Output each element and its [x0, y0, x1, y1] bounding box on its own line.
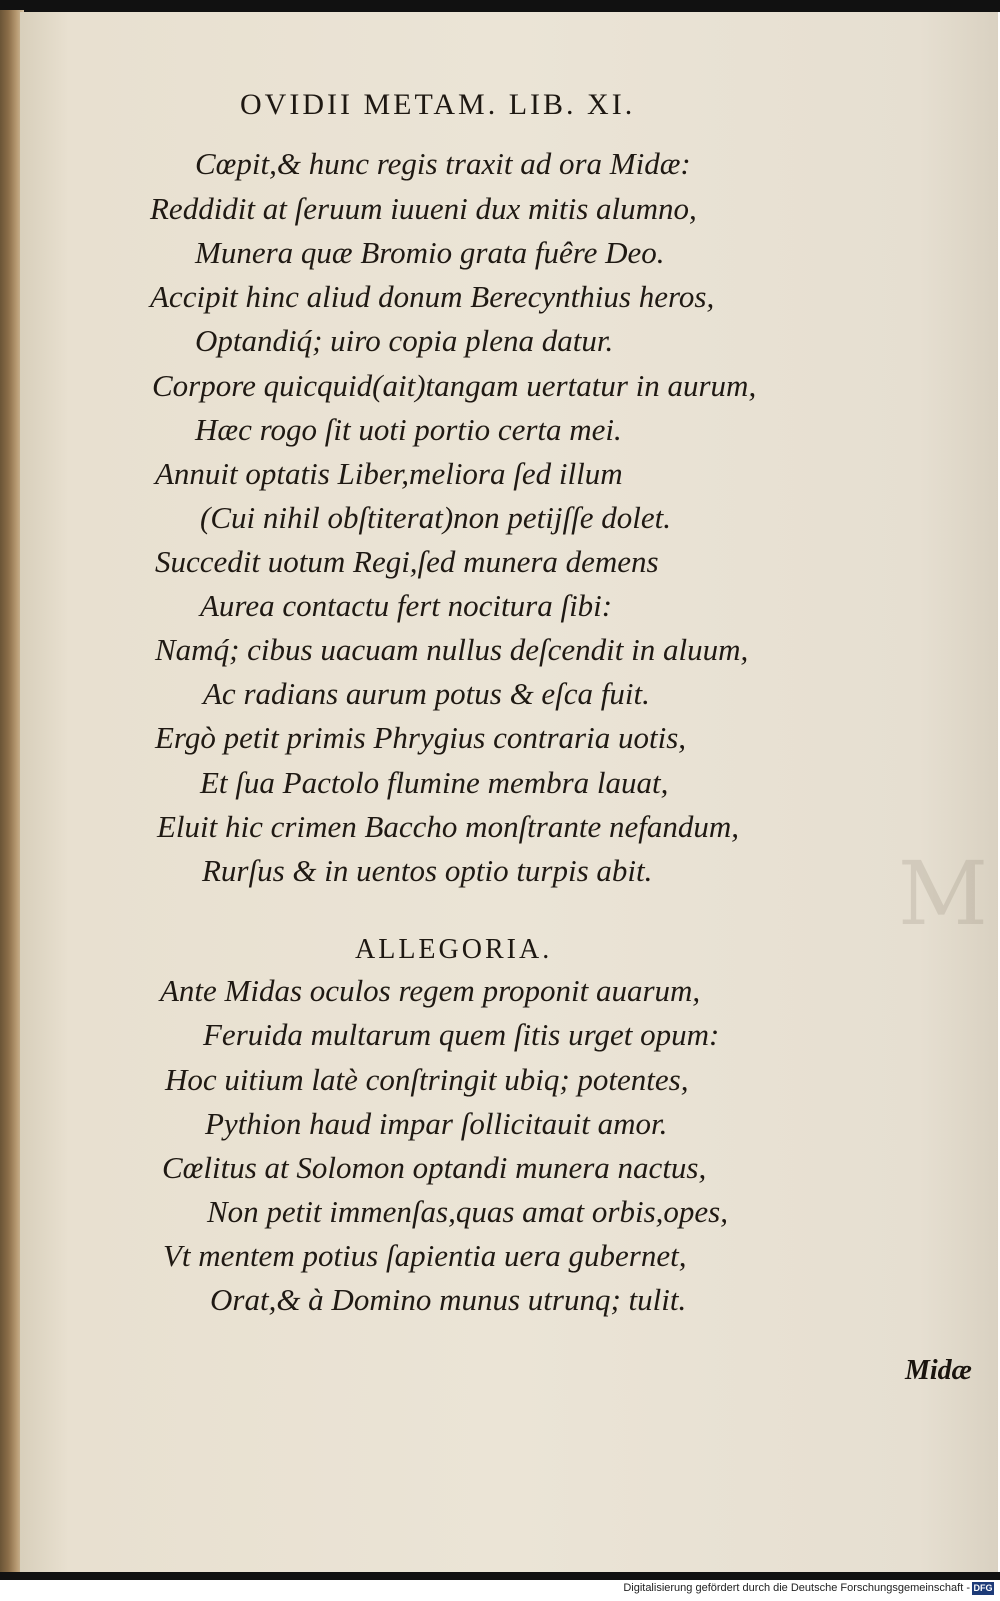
allegoria-line: Cœlitus at Solomon optandi munera nactus, — [162, 1150, 707, 1185]
allegoria-line: Pythion haud impar ſollicitauit amor. — [205, 1106, 668, 1141]
allegoria-heading: ALLEGORIA. — [355, 934, 553, 965]
verse-line: Eluit hic crimen Baccho monſtrante nefandum, — [157, 809, 739, 844]
allegoria-line: Orat,& à Domino munus utrunq; tulit. — [210, 1282, 687, 1317]
verse-line: Hæc rogo ſit uoti portio certa mei. — [195, 412, 622, 447]
verse-line: Cœpit,& hunc regis traxit ad ora Midæ: — [195, 146, 691, 181]
catchword: Midæ — [905, 1355, 972, 1386]
digitization-credit: Digitalisierung gefördert durch die Deutsche Forschungsgemeinschaft - — [623, 1582, 970, 1594]
verse-line: Optandiq́; uiro copia plena datur. — [195, 323, 614, 358]
verse-line: Aurea contactu fert nocitura ſibi: — [200, 588, 613, 623]
verse-line: Annuit optatis Liber,meliora ſed illum — [155, 456, 623, 491]
verse-line: Corpore quicquid(ait)tangam uertatur in aurum, — [152, 368, 757, 403]
verse-line: Et ſua Pactolo flumine membra lauat, — [200, 765, 669, 800]
verse-line: Namq́; cibus uacuam nullus deſcendit in aluum, — [155, 632, 749, 667]
verse-line: Rurſus & in uentos optio turpis abit. — [202, 853, 653, 888]
scan-bottom-border — [0, 1572, 1000, 1580]
verse-line: Accipit hinc aliud donum Berecynthius heros, — [150, 279, 715, 314]
allegoria-line: Hoc uitium latè conſtringit ubiq; potentes, — [165, 1062, 689, 1097]
verse-line: Ergò petit primis Phrygius contraria uotis, — [155, 720, 687, 755]
verse-line: (Cui nihil obſtiterat)non petijſſe dolet. — [200, 500, 671, 535]
allegoria-line: Non petit immenſas,quas amat orbis,opes, — [207, 1194, 728, 1229]
verse-line: Ac radians aurum potus & eſca fuit. — [203, 676, 650, 711]
show-through-initial: M — [897, 842, 988, 945]
allegoria-line: Ante Midas oculos regem proponit auarum, — [160, 973, 701, 1008]
running-head: OVIDII METAM. LIB. XI. — [240, 88, 636, 121]
allegoria-line: Feruida multarum quem ſitis urget opum: — [203, 1017, 720, 1052]
scan-top-border — [0, 0, 1000, 12]
dfg-logo-icon: DFG — [973, 1583, 993, 1593]
verse-line: Succedit uotum Regi,ſed munera demens — [155, 544, 659, 579]
verse-line: Reddidit at ſeruum iuueni dux mitis alumno, — [150, 191, 697, 226]
allegoria-line: Vt mentem potius ſapientia uera gubernet, — [163, 1238, 687, 1273]
verse-line: Munera quæ Bromio grata fuêre Deo. — [195, 235, 665, 270]
